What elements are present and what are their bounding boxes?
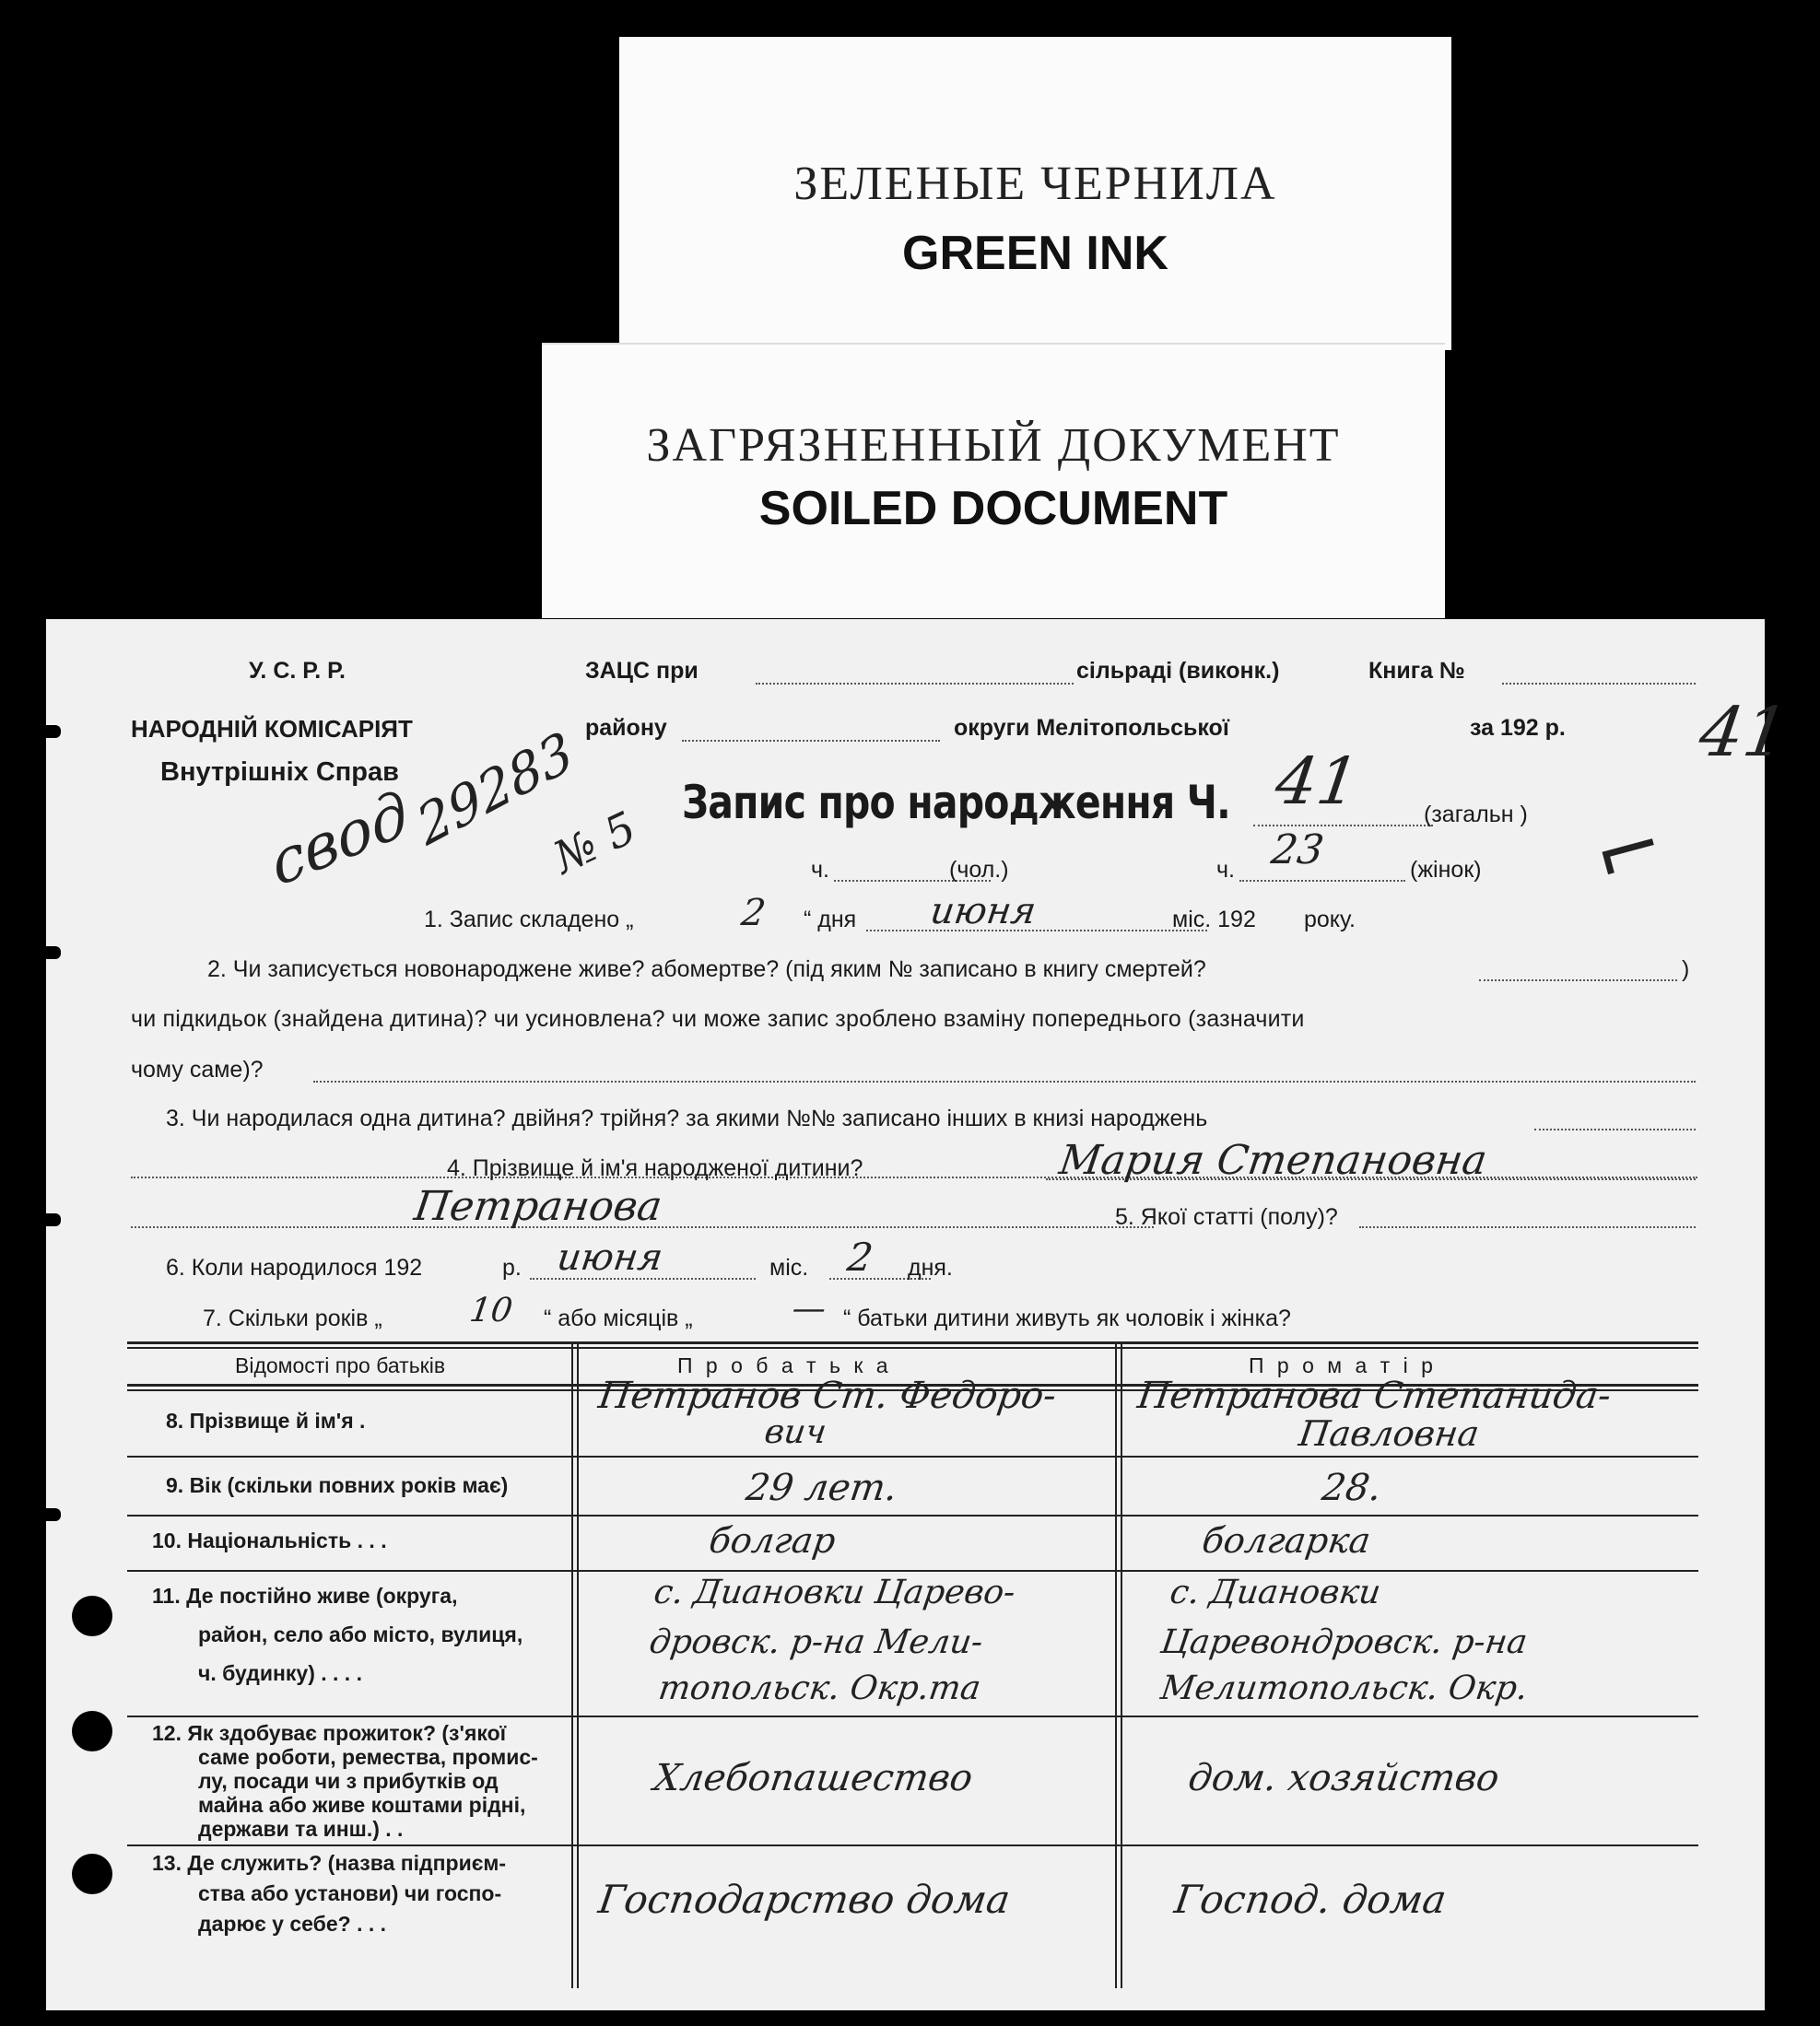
q2-line3: чому саме)? xyxy=(131,1057,264,1083)
father-age-hw: 29 лет. xyxy=(743,1467,900,1509)
punch-hole xyxy=(72,1596,112,1636)
father-name-hw: Петранов Ст. Федоро- xyxy=(595,1375,1060,1417)
mother-address-3-hw: Мелитопольск. Окр. xyxy=(1158,1669,1531,1707)
child-name-hw: Мария Степановна xyxy=(1056,1137,1490,1184)
margin-number-hw: 41 xyxy=(1694,693,1793,772)
mother-name2-hw: Павловна xyxy=(1296,1413,1482,1454)
q1-day-label: “ дня xyxy=(804,907,857,932)
commissariat-header: НАРОДНІЙ КОМІСАРІЯТ xyxy=(131,715,413,743)
q6-line: 6. Коли народилося 192 xyxy=(166,1255,423,1281)
father-work-hw: Господарство дома xyxy=(595,1877,1014,1922)
punch-notch xyxy=(41,946,61,959)
green-ink-label xyxy=(619,37,1451,350)
mother-address-1-hw: с. Диановки xyxy=(1168,1574,1383,1611)
row-label-income-5: держави та инш.) . . xyxy=(198,1817,404,1841)
mother-address-2-hw: Царевондровск. р-на xyxy=(1158,1623,1530,1661)
father-address-2-hw: дровск. р-на Мели- xyxy=(647,1623,986,1661)
internal-affairs-header: Внутрішніх Справ xyxy=(160,757,399,787)
q1-mis-label: міс. 192 xyxy=(1172,907,1256,932)
mother-income-hw: дом. хозяйство xyxy=(1185,1757,1502,1799)
row-label-address-1: 11. Де постійно живе (округа, xyxy=(152,1584,458,1608)
q4-line: 4. Прізвище й ім'я народженої дитини? xyxy=(447,1155,863,1181)
male-label: (чол.) xyxy=(949,857,1009,883)
male-ch: ч. xyxy=(811,857,829,883)
row-label-work-1: 13. Де служить? (назва підприєм- xyxy=(152,1851,507,1875)
green-ink-en: GREEN INK xyxy=(902,227,1168,280)
year-label: за 192 р. xyxy=(1470,715,1566,741)
q6-r-label: р. xyxy=(502,1255,522,1281)
row-label-work-2: ства або установи) чи госпо- xyxy=(198,1881,502,1905)
birth-record-form: У. С. Р. Р. НАРОДНІЙ КОМІСАРІЯТ Внутрішніх Справ ЗАЦС при сільраді (виконк.) Книга № району округи Мелітопольської за 192 р. Запис про народження Ч. (загальн ) ч. (чол.) ч. (жінок) 41 41 23 свод 29283 № 5 ⌐ 1. Запис складено „ 2 “ дня июня міс. 192 року. 2. Чи записується новонароджене живе? абомертве? (під яким № записано в книгу смертей? ) чи підкидьок (знайдена дитина)? чи усиновлена? чи може запис зроблено взаміну попереднього (зазначити чому саме)? 3. Чи народилася одна дитина? двійня? трійня? за якими №№ записано інших в книзі народжень 4. Прізвище й ім'я народженої дитини? Мария Степановна Петранова 5. Якої статті (полу)? 6. Коли народилося 192 р. июня міс. 2 дня. 7. Скільки років „ 10 “ або місяців „ — “ батьки дитини живуть як чоловік і жінка? Відомості про батьків П р о б а т ь к а П р о м а т і р 8. Прізвище й ім'я . 9. Вік (скільки повних років має) 10. Національність . . . 11. Де постійно живе (округа, район, село або місто, вулиця, ч. будинку) . . . . 12. Як здобуває прожиток? (з'якої саме роботи, ремества, промис- лу, посади чи з прибутків од майна або живе коштами рідні, держави та инш.) . . 13. Де служить? (назва підприєм- ства або установи) чи госпо- дарює у себе? . . . Петранов Ст. Федоро- вич Петранова Степанида- Павловна 29 лет. 28. болгар болгарка с. Диановки Царево- дровск. р-на Мели- топольск. Окр.та с. Диановки Царевондровск. р-на Мелитопольск. Окр. Хлебопашество дом. хозяйство Господарство дома Господ. дома xyxy=(46,619,1765,2010)
soiled-en: SOILED DOCUMENT xyxy=(758,482,1228,535)
q2-line1: 2. Чи записується новонароджене живе? абомертве? (під яким № записано в книгу смертей? xyxy=(207,956,1206,982)
corner-mark-hw: ⌐ xyxy=(1582,796,1675,908)
q1-month-hw: июня xyxy=(927,890,1039,932)
father-name2-hw: вич xyxy=(762,1413,829,1451)
zags-label: ЗАЦС при xyxy=(585,658,699,684)
q1-label: 1. Запис складено „ xyxy=(424,907,634,932)
ussr-header: У. С. Р. Р. xyxy=(249,658,346,684)
stamp-number-hw: 29283 xyxy=(409,719,581,859)
punch-notch xyxy=(41,1508,61,1521)
female-ch: ч. xyxy=(1216,857,1235,883)
birth-day-hw: 2 xyxy=(844,1235,876,1280)
father-income-hw: Хлебопашество xyxy=(651,1757,976,1799)
q2-line2: чи підкидьок (знайдена дитина)? чи усиновлена? чи може запис зроблено взаміну попереднього (зазначити xyxy=(131,1006,1305,1032)
father-address-1-hw: с. Диановки Царево- xyxy=(652,1574,1018,1611)
row-label-address-3: ч. будинку) . . . . xyxy=(198,1661,362,1685)
col-header-mother: П р о м а т і р xyxy=(1249,1353,1437,1377)
row-label-income-1: 12. Як здобуває прожиток? (з'якої xyxy=(152,1721,507,1745)
stamp-number2-hw: № 5 xyxy=(546,802,644,884)
q3-line: 3. Чи народилася одна дитина? двійня? трійня? за якими №№ записано інших в книзі народжень xyxy=(166,1106,1208,1131)
okrug-label: округи Мелітопольської xyxy=(954,715,1229,741)
years-hw: 10 xyxy=(467,1292,515,1329)
row-label-income-4: майна або живе коштами рідні, xyxy=(198,1793,526,1817)
row-label-address-2: район, село або місто, вулиця, xyxy=(198,1622,523,1646)
row-label-income-3: лу, посади чи з прибутків од xyxy=(198,1769,499,1793)
female-label: (жінок) xyxy=(1410,857,1482,883)
father-nationality-hw: болгар xyxy=(706,1520,839,1561)
form-title: Запис про народження Ч. xyxy=(682,776,1230,829)
council-label: сільраді (виконк.) xyxy=(1076,658,1280,684)
q1-day-hw: 2 xyxy=(738,892,769,934)
punch-notch xyxy=(41,725,61,738)
q1-year-label: року. xyxy=(1304,907,1356,932)
female-number-hw: 23 xyxy=(1268,826,1327,873)
punch-hole xyxy=(72,1854,112,1894)
months-hw: — xyxy=(790,1290,828,1328)
child-surname-hw: Петранова xyxy=(411,1183,665,1230)
row-label-work-3: дарює у себе? . . . xyxy=(198,1912,387,1936)
soiled-document-label xyxy=(542,343,1445,618)
col-header-father: П р о б а т ь к а xyxy=(677,1353,892,1377)
district-label: району xyxy=(585,715,667,741)
father-address-3-hw: топольск. Окр.та xyxy=(656,1669,983,1707)
punch-hole xyxy=(72,1711,112,1751)
col-header-parents: Відомості про батьків xyxy=(235,1353,446,1377)
q6-dnya-label: дня. xyxy=(908,1255,953,1281)
q7-part3: “ батьки дитини живуть як чоловік і жінка? xyxy=(843,1306,1291,1331)
q5-line: 5. Якої статті (полу)? xyxy=(1115,1204,1338,1230)
book-label: Книга № xyxy=(1368,658,1465,684)
row-label-age: 9. Вік (скільки повних років має) xyxy=(166,1473,509,1497)
svod-hw: свод xyxy=(264,777,416,901)
soiled-ru: ЗАГРЯЗНЕННЫЙ ДОКУМЕНТ xyxy=(646,419,1341,472)
q6-mis-label: міс. xyxy=(769,1255,809,1281)
row-label-name: 8. Прізвище й ім'я . xyxy=(166,1409,366,1433)
general-label: (загальн ) xyxy=(1424,802,1528,827)
mother-work-hw: Господ. дома xyxy=(1171,1877,1450,1922)
q7-part2: “ або місяців „ xyxy=(544,1306,693,1331)
green-ink-ru: ЗЕЛЕНЫЕ ЧЕРНИЛА xyxy=(793,158,1277,210)
punch-notch xyxy=(41,1213,61,1226)
q7-part1: 7. Скільки років „ xyxy=(203,1306,382,1331)
row-label-income-2: саме роботи, ремества, промис- xyxy=(198,1745,538,1769)
mother-name-hw: Петранова Степанида- xyxy=(1134,1375,1615,1417)
mother-nationality-hw: болгарка xyxy=(1199,1520,1373,1561)
mother-age-hw: 28. xyxy=(1319,1467,1384,1509)
birth-month-hw: июня xyxy=(554,1236,666,1279)
record-number-hw: 41 xyxy=(1271,744,1364,819)
row-label-nationality: 10. Національність . . . xyxy=(152,1528,387,1552)
